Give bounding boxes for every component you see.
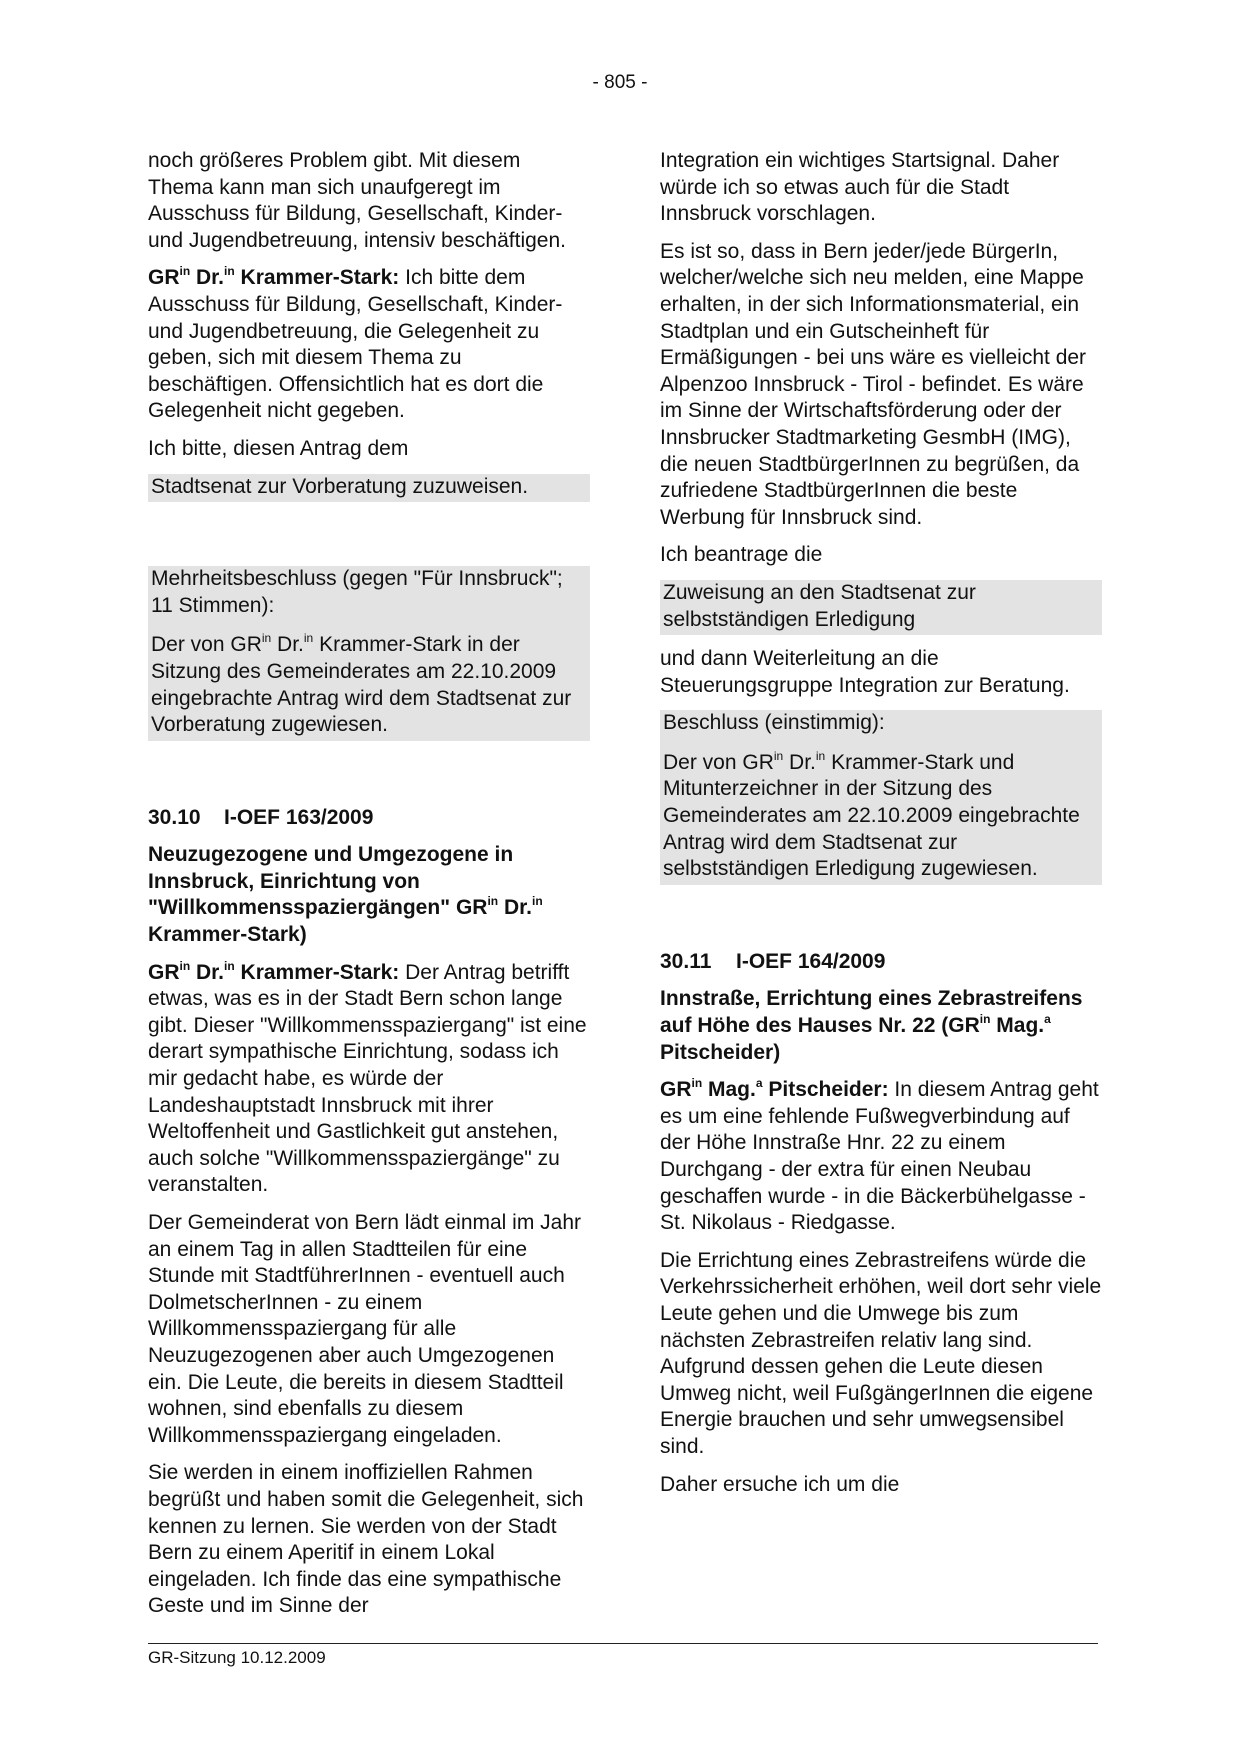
paragraph: Integration ein wichtiges Startsignal. Daher würde ich so etwas auch für die Stadt Innsbruck vorschlagen. [660, 149, 1060, 226]
paragraph: Daher ersuche ich um die [660, 1472, 900, 1496]
agenda-item-heading [148, 805, 590, 832]
page-number: - 805 - [592, 72, 648, 93]
decision-title: Beschluss (einstimmig): [660, 710, 1102, 739]
left-column [148, 148, 590, 1631]
agenda-item-number: 30.10 [148, 805, 201, 829]
paragraph: Die Errichtung eines Zebrastreifens würde die Verkehrssicherheit erhöhen, weil dort sehr viele Leute gehen und die Umwege bis zum nächsten Zebrastreifen relativ lang sind. Aufgrund dessen gehen die Leute diesen Umweg nicht, weil FußgängerInnen die eigene Energie brauchen und sehr umwegsensibel sind. [660, 1248, 1102, 1458]
agenda-item-heading [660, 949, 1102, 976]
paragraph: Es ist so, dass in Bern jeder/jede BürgerIn, welcher/welche sich neu melden, eine Mappe erhalten, in der sich Informationsmaterial, ein Stadtplan und ein Gutscheinheft für Ermäßigungen - bei uns wäre es vielleicht der Alpenzoo Innsbruck - Tirol - befindet. Es wäre im Sinne der Wirtschaftsförderung oder der Innsbrucker Stadtmarketing GesmbH (IMG), die neuen StadtbürgerInnen zu begrüßen, da zufriedene StadtbürgerInnen die beste Werbung für Innsbruck sind. [660, 239, 1087, 529]
paragraph: Sie werden in einem inoffiziellen Rahmen begrüßt und haben somit die Gelegenheit, sich kennen zu lernen. Sie werden von der Stadt Bern zu einem Aperitif in einem Lokal eingeladen. Ich finde das eine sympathische Geste und im Sinne der [148, 1461, 584, 1618]
agenda-item-title: Innstraße, Errichtung eines Zebrastreifens auf Höhe des Hauses Nr. 22 ($GR^{in}$ Mag.$^a$ Pitscheider) [660, 987, 1083, 1064]
decision-title: Mehrheitsbeschluss (gegen "Für Innsbruck"; 11 Stimmen): [148, 566, 590, 621]
speaker-name: $GR^{in}$ Dr.$^{in}$ Krammer-Stark: [148, 958, 400, 984]
speech-paragraph: $GR^{in}$ Dr.$^{in}$ Krammer-Stark: Ich bitte dem Ausschuss für Bildung, Gesellschaft, Kinder- und Jugendbetreuung, die Gelegenheit zu geben, sich mit diesem Thema zu beschäftigen. Offensichtlich hat es dort die Gelegenheit nicht gegeben. [148, 264, 563, 423]
paragraph: Der Gemeinderat von Bern lädt einmal im Jahr an einem Tag in allen Stadtteilen für eine Stunde mit StadtführerInnen - eventuell auch DolmetscherInnen - zu einem Willkommensspaziergang für alle Neuzugezogenen aber auch Umgezogenen ein. Die Leute, die bereits in diesem Stadtteil wohnen, sind ebenfalls zu diesem Willkommensspaziergang eingeladen. [148, 1211, 582, 1447]
right-column [660, 148, 1102, 1509]
speaker-name: $GR^{in}$ Mag.$^a$ Pitscheider: [660, 1076, 889, 1102]
footer-session: GR-Sitzung 10.12.2009 [148, 1648, 326, 1667]
speech-paragraph: $GR^{in}$ Dr.$^{in}$ Krammer-Stark: Der Antrag betrifft etwas, was es in der Stadt Bern schon lange gibt. Dieser "Willkommensspaziergang" ist eine derart sympathische Einrichtung, sodass ich mir gedacht habe, es würde der Landeshauptstadt Innsbruck mit ihrer Weltoffenheit und Gastlichkeit gut anstehen, auch solche "Willkommensspaziergänge" zu veranstalten. [148, 958, 587, 1197]
agenda-item-code: I-OEF 164/2009 [736, 949, 886, 973]
agenda-item-code: I-OEF 163/2009 [224, 805, 374, 829]
decision-text: Der von $GR^{in}$ Dr.$^{in}$ Krammer-Stark und Mitunterzeichner in der Sitzung des Gemeinderates am 22.10.2009 eingebrachte Antrag wird dem Stadtsenat zur selbstständigen Erledigung zugewiesen. [660, 739, 1102, 885]
motion-highlight: Zuweisung an den Stadtsenat zur selbstständigen Erledigung [660, 580, 1102, 635]
speaker-name: $GR^{in}$ Dr.$^{in}$ Krammer-Stark: [148, 264, 400, 290]
decision-text: Der von $GR^{in}$ Dr.$^{in}$ Krammer-Stark in der Sitzung des Gemeinderates am 22.10.2009 eingebrachte Antrag wird dem Stadtsenat zur Vorberatung zugewiesen. [148, 621, 590, 740]
agenda-item-number: 30.11 [660, 949, 712, 973]
footer-divider [148, 1643, 1098, 1644]
paragraph: noch größeres Problem gibt. Mit diesem Thema kann man sich unaufgeregt im Ausschuss für Bildung, Gesellschaft, Kinder- und Jugendbetreuung, intensiv beschäftigen. [148, 149, 566, 252]
paragraph: Ich bitte, diesen Antrag dem [148, 436, 409, 460]
speech-paragraph: $GR^{in}$ Mag.$^a$ Pitscheider: In diesem Antrag geht es um eine fehlende Fußwegverbindung auf der Höhe Innstraße Hnr. 22 zu einem Durchgang - der extra für einen Neubau geschaffen wurde - in die Bäckerbühelgasse - St. Nikolaus - Riedgasse. [660, 1076, 1099, 1235]
paragraph: Ich beantrage die [660, 543, 823, 567]
agenda-item-title: Neuzugezogene und Umgezogene in Innsbruck, Einrichtung von "Willkommensspaziergängen" $GR^{in}$ Dr.$^{in}$ Krammer-Stark) [148, 843, 543, 947]
paragraph: und dann Weiterleitung an die Steuerungsgruppe Integration zur Beratung. [660, 647, 1070, 697]
motion-highlight: Stadtsenat zur Vorberatung zuzuweisen. [148, 474, 590, 503]
